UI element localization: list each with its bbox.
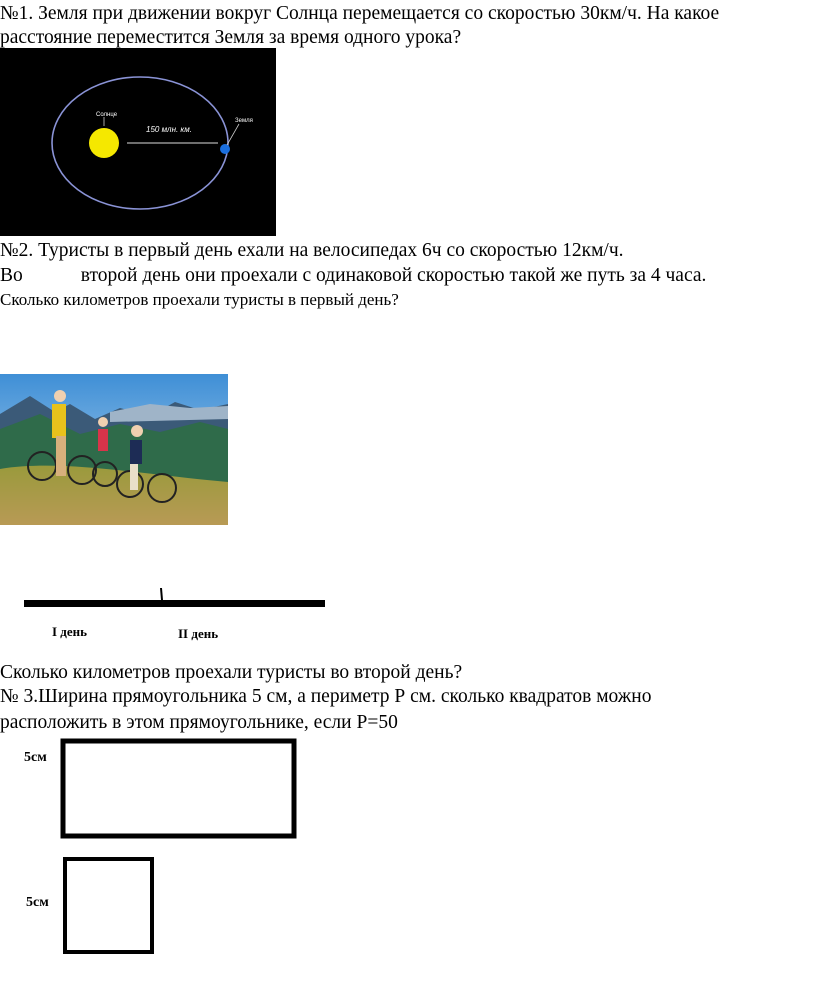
sun-icon	[89, 128, 119, 158]
segment-divider-tick	[160, 588, 163, 600]
day1-label: I день	[52, 624, 88, 639]
square-side-label: 5см	[26, 895, 49, 910]
cyclists-photo	[0, 374, 228, 525]
distance-label: 150 млн. км.	[146, 125, 192, 134]
task2-text-line2	[0, 265, 706, 287]
segment-diagram	[24, 586, 328, 612]
rectangle-figure	[60, 738, 298, 840]
task3-text-line1: № 3.Ширина прямоугольника 5 см, а периметр Р см. сколько квадратов можно	[0, 686, 652, 707]
task2-question2: Сколько километров проехали туристы во второй день?	[0, 662, 463, 683]
day2-label: II день	[178, 626, 219, 641]
task2-text-line3: Сколько километров проехали туристы в первый день?	[0, 290, 399, 309]
figure-background	[0, 48, 276, 236]
square-figure	[62, 856, 156, 956]
task3-text-line2: расположить в этом прямоугольнике, если Р=50	[0, 712, 398, 733]
rectangle-shape	[63, 741, 294, 836]
task2-line2-start: Во	[0, 265, 23, 286]
earth-label: Земля	[235, 118, 253, 124]
task1-text-line2: расстояние переместится Земля за время одного урока?	[0, 27, 462, 48]
rectangle-width-label: 5см	[24, 750, 47, 765]
task2-line2-rest: второй день они проехали с одинаковой скоростью такой же путь за 4 часа.	[80, 265, 707, 286]
segment-bar	[24, 600, 325, 607]
sun-label: Солнце	[96, 112, 118, 118]
task2-text-line1: №2. Туристы в первый день ехали на велосипедах 6ч со скоростью 12км/ч.	[0, 240, 624, 261]
square-shape	[65, 859, 152, 952]
solar-orbit-figure	[0, 48, 276, 236]
task1-text-line1: №1. Земля при движении вокруг Солнца перемещается со скоростью 30км/ч. На какое	[0, 3, 720, 24]
earth-icon	[220, 144, 230, 154]
